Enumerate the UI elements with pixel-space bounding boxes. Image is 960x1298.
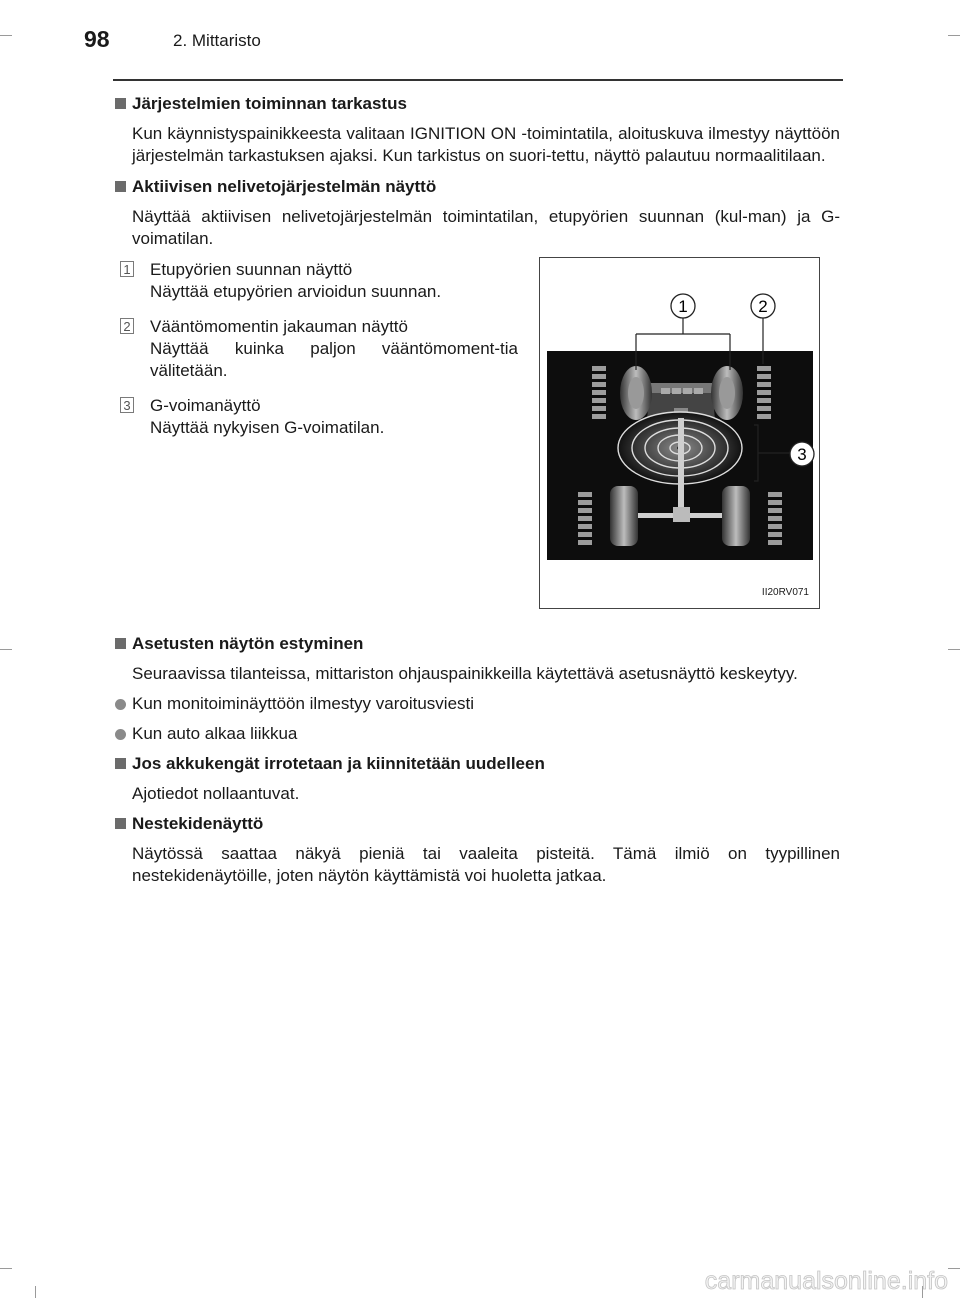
svg-text:1: 1 <box>678 297 688 316</box>
callout-number: 3 <box>120 397 134 413</box>
callout-title: Vääntömomentin jakauman näyttö <box>150 317 408 336</box>
page-content <box>113 93 840 887</box>
figure-code: II20RV071 <box>761 587 809 598</box>
callout-item <box>113 395 518 439</box>
section-body: Ajotiedot nollaantuvat. <box>132 784 300 803</box>
callout-number: 2 <box>120 318 134 334</box>
rear-left-wheel <box>610 486 638 546</box>
callout-number: 1 <box>120 261 134 277</box>
callout-desc: Näyttää kuinka paljon vääntömoment-tia välitetään. <box>150 339 518 380</box>
section-body: Kun käynnistyspainikkeesta valitaan IGNITION ON -toimintatila, aloituskuva ilmestyy näyttöön järjestelmän tarkastuksen ajaksi. Kun tarkistus on suori-tettu, näyttö palautuu normaalitilaan. <box>132 124 840 165</box>
front-left-wheel <box>620 366 652 420</box>
svg-text:carmanualsonline.info: carmanualsonline.info <box>704 1267 948 1295</box>
section-heading: Järjestelmien toiminnan tarkastus <box>113 93 840 115</box>
awd-display-illustration <box>540 258 819 608</box>
svg-text:2: 2 <box>758 297 768 316</box>
svg-text:3: 3 <box>797 445 807 464</box>
section-body: Seuraavissa tilanteissa, mittariston ohjauspainikkeilla käytettävä asetusnäyttö keskeytyy. <box>132 664 798 683</box>
rear-right-wheel <box>722 486 750 546</box>
figure-area <box>113 259 840 633</box>
crop-mark <box>0 649 12 650</box>
figure-callout-3 <box>790 442 814 466</box>
figure-callout-2 <box>751 294 775 318</box>
callout-item <box>113 259 518 303</box>
section-heading: Jos akkukengät irrotetaan ja kiinnitetään uudelleen <box>113 753 840 775</box>
callout-title: G-voimanäyttö <box>150 396 261 415</box>
crop-mark <box>35 1286 36 1298</box>
section-body: Näyttää aktiivisen nelivetojärjestelmän toimintatilan, etupyörien suunnan (kul-man) ja G-voimatilan. <box>132 207 840 248</box>
callout-title: Etupyörien suunnan näyttö <box>150 260 353 279</box>
crop-mark <box>0 35 12 36</box>
callout-desc: Näyttää nykyisen G-voimatilan. <box>150 418 385 437</box>
callout-list <box>113 259 518 452</box>
page-number: 98 <box>84 26 110 52</box>
awd-display-figure <box>539 257 820 609</box>
section-heading: Aktiivisen nelivetojärjestelmän näyttö <box>113 176 840 198</box>
watermark <box>572 1262 952 1296</box>
figure-callout-1 <box>671 294 695 318</box>
crop-mark <box>948 35 960 36</box>
bullet-item: Kun auto alkaa liikkua <box>113 723 840 745</box>
header-rule <box>113 79 843 81</box>
bullet-item: Kun monitoiminäyttöön ilmestyy varoitusviesti <box>113 693 840 715</box>
callout-item <box>113 316 518 382</box>
callout-desc: Näyttää etupyörien arvioidun suunnan. <box>150 282 442 301</box>
section-heading: Asetusten näytön estyminen <box>113 633 840 655</box>
crop-mark <box>948 649 960 650</box>
crop-mark <box>0 1268 12 1269</box>
chapter-title: 2. Mittaristo <box>173 31 261 50</box>
section-heading: Nestekidenäyttö <box>113 813 840 835</box>
front-right-wheel <box>711 366 743 420</box>
section-body: Näytössä saattaa näkyä pieniä tai vaaleita pisteitä. Tämä ilmiö on tyypillinen nestekidenäytöille, joten näytön käyttämistä voi huoletta jatkaa. <box>132 844 840 885</box>
